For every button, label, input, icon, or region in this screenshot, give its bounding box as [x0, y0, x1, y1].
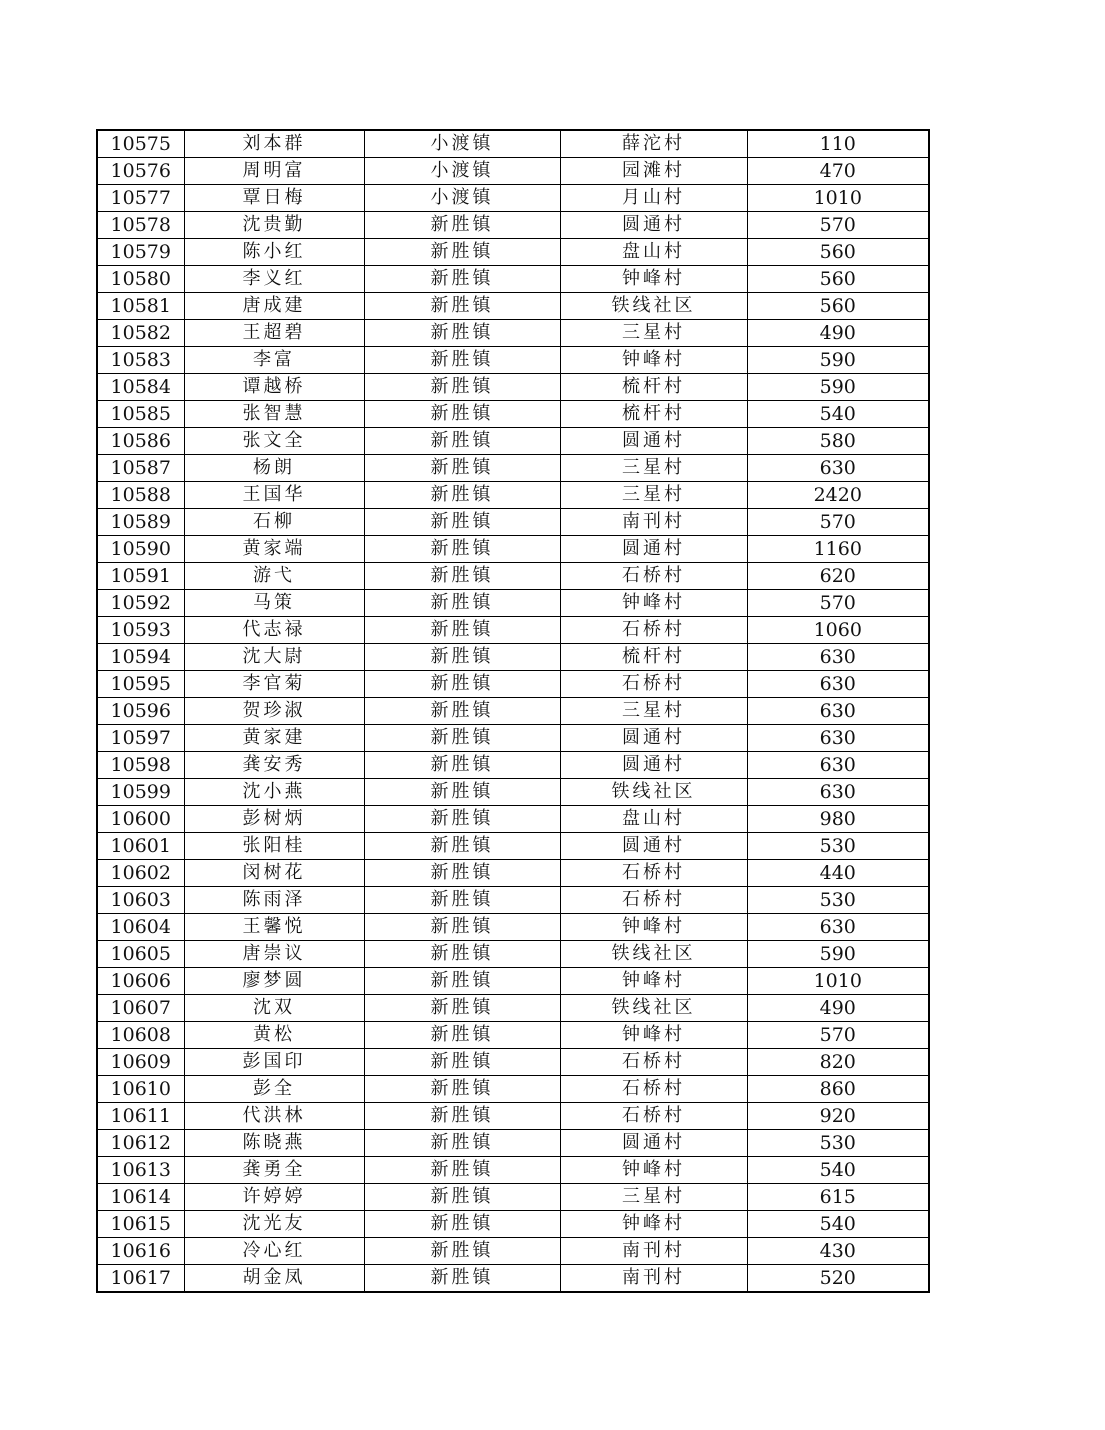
- cell-town: 新胜镇: [364, 833, 560, 860]
- cell-name: 唐崇议: [184, 941, 364, 968]
- cell-id: 10579: [97, 239, 184, 266]
- cell-name: 黄家建: [184, 725, 364, 752]
- cell-id: 10590: [97, 536, 184, 563]
- cell-amount: 560: [747, 293, 929, 320]
- table-row: [97, 212, 929, 239]
- cell-amount: 520: [747, 1265, 929, 1293]
- table-row: [97, 1076, 929, 1103]
- table-row: [97, 1211, 929, 1238]
- cell-village: 薛沱村: [560, 130, 747, 158]
- cell-name: 冷心红: [184, 1238, 364, 1265]
- cell-village: 钟峰村: [560, 266, 747, 293]
- cell-town: 新胜镇: [364, 428, 560, 455]
- cell-name: 代志禄: [184, 617, 364, 644]
- cell-town: 新胜镇: [364, 293, 560, 320]
- cell-town: 新胜镇: [364, 212, 560, 239]
- cell-town: 新胜镇: [364, 779, 560, 806]
- table-row: [97, 374, 929, 401]
- cell-town: 小渡镇: [364, 130, 560, 158]
- cell-village: 南刊村: [560, 1238, 747, 1265]
- cell-village: 梳杆村: [560, 401, 747, 428]
- cell-village: 钟峰村: [560, 1157, 747, 1184]
- cell-town: 新胜镇: [364, 590, 560, 617]
- table-row: [97, 590, 929, 617]
- cell-name: 许婷婷: [184, 1184, 364, 1211]
- table-row: [97, 1238, 929, 1265]
- cell-amount: 2420: [747, 482, 929, 509]
- cell-village: 石桥村: [560, 1076, 747, 1103]
- cell-id: 10598: [97, 752, 184, 779]
- cell-village: 石桥村: [560, 860, 747, 887]
- cell-village: 南刊村: [560, 509, 747, 536]
- cell-id: 10591: [97, 563, 184, 590]
- cell-name: 黄松: [184, 1022, 364, 1049]
- cell-name: 李义红: [184, 266, 364, 293]
- cell-village: 圆通村: [560, 752, 747, 779]
- cell-town: 新胜镇: [364, 266, 560, 293]
- cell-town: 新胜镇: [364, 401, 560, 428]
- cell-village: 三星村: [560, 482, 747, 509]
- cell-amount: 620: [747, 563, 929, 590]
- cell-id: 10593: [97, 617, 184, 644]
- cell-id: 10608: [97, 1022, 184, 1049]
- cell-name: 周明富: [184, 158, 364, 185]
- cell-town: 新胜镇: [364, 1076, 560, 1103]
- cell-name: 彭国印: [184, 1049, 364, 1076]
- cell-village: 园滩村: [560, 158, 747, 185]
- cell-id: 10576: [97, 158, 184, 185]
- cell-amount: 630: [747, 455, 929, 482]
- cell-town: 新胜镇: [364, 860, 560, 887]
- table-row: [97, 1130, 929, 1157]
- cell-name: 沈大尉: [184, 644, 364, 671]
- table-row: [97, 563, 929, 590]
- cell-name: 马策: [184, 590, 364, 617]
- cell-amount: 570: [747, 212, 929, 239]
- cell-amount: 490: [747, 995, 929, 1022]
- table-row: [97, 293, 929, 320]
- table-row: [97, 752, 929, 779]
- cell-amount: 430: [747, 1238, 929, 1265]
- cell-village: 钟峰村: [560, 914, 747, 941]
- cell-town: 新胜镇: [364, 347, 560, 374]
- cell-id: 10615: [97, 1211, 184, 1238]
- table-row: [97, 320, 929, 347]
- cell-town: 新胜镇: [364, 617, 560, 644]
- cell-village: 石桥村: [560, 887, 747, 914]
- cell-town: 新胜镇: [364, 752, 560, 779]
- cell-name: 沈小燕: [184, 779, 364, 806]
- cell-name: 闵树花: [184, 860, 364, 887]
- cell-town: 新胜镇: [364, 374, 560, 401]
- cell-id: 10614: [97, 1184, 184, 1211]
- cell-village: 圆通村: [560, 725, 747, 752]
- table-row: [97, 1157, 929, 1184]
- cell-id: 10601: [97, 833, 184, 860]
- cell-village: 铁线社区: [560, 779, 747, 806]
- cell-amount: 570: [747, 590, 929, 617]
- cell-name: 代洪林: [184, 1103, 364, 1130]
- cell-town: 新胜镇: [364, 536, 560, 563]
- cell-id: 10595: [97, 671, 184, 698]
- cell-name: 贺珍淑: [184, 698, 364, 725]
- cell-town: 小渡镇: [364, 158, 560, 185]
- cell-amount: 1060: [747, 617, 929, 644]
- cell-id: 10600: [97, 806, 184, 833]
- table-row: [97, 833, 929, 860]
- cell-village: 三星村: [560, 698, 747, 725]
- cell-name: 刘本群: [184, 130, 364, 158]
- cell-amount: 580: [747, 428, 929, 455]
- cell-id: 10596: [97, 698, 184, 725]
- table-row: [97, 509, 929, 536]
- cell-amount: 570: [747, 509, 929, 536]
- cell-village: 石桥村: [560, 1049, 747, 1076]
- cell-id: 10581: [97, 293, 184, 320]
- cell-village: 圆通村: [560, 536, 747, 563]
- cell-id: 10606: [97, 968, 184, 995]
- cell-town: 新胜镇: [364, 644, 560, 671]
- cell-village: 钟峰村: [560, 968, 747, 995]
- cell-name: 陈晓燕: [184, 1130, 364, 1157]
- table-row: [97, 185, 929, 212]
- table-row: [97, 1103, 929, 1130]
- cell-village: 盘山村: [560, 806, 747, 833]
- cell-village: 三星村: [560, 455, 747, 482]
- cell-amount: 820: [747, 1049, 929, 1076]
- cell-village: 梳杆村: [560, 644, 747, 671]
- cell-amount: 630: [747, 725, 929, 752]
- cell-name: 张文全: [184, 428, 364, 455]
- cell-name: 龚安秀: [184, 752, 364, 779]
- cell-name: 沈光友: [184, 1211, 364, 1238]
- cell-name: 王馨悦: [184, 914, 364, 941]
- cell-village: 石桥村: [560, 671, 747, 698]
- table-row: [97, 455, 929, 482]
- cell-amount: 615: [747, 1184, 929, 1211]
- cell-id: 10583: [97, 347, 184, 374]
- cell-amount: 920: [747, 1103, 929, 1130]
- cell-amount: 860: [747, 1076, 929, 1103]
- cell-town: 新胜镇: [364, 482, 560, 509]
- cell-id: 10617: [97, 1265, 184, 1293]
- cell-village: 铁线社区: [560, 995, 747, 1022]
- cell-name: 沈双: [184, 995, 364, 1022]
- table-row: [97, 725, 929, 752]
- cell-name: 覃日梅: [184, 185, 364, 212]
- cell-village: 石桥村: [560, 563, 747, 590]
- cell-name: 谭越桥: [184, 374, 364, 401]
- cell-name: 石柳: [184, 509, 364, 536]
- cell-town: 新胜镇: [364, 914, 560, 941]
- cell-name: 彭全: [184, 1076, 364, 1103]
- cell-id: 10589: [97, 509, 184, 536]
- cell-town: 新胜镇: [364, 563, 560, 590]
- cell-id: 10597: [97, 725, 184, 752]
- cell-id: 10610: [97, 1076, 184, 1103]
- cell-amount: 630: [747, 644, 929, 671]
- cell-amount: 530: [747, 887, 929, 914]
- cell-village: 圆通村: [560, 428, 747, 455]
- cell-town: 新胜镇: [364, 1049, 560, 1076]
- cell-name: 陈小红: [184, 239, 364, 266]
- cell-town: 新胜镇: [364, 941, 560, 968]
- cell-amount: 590: [747, 347, 929, 374]
- cell-name: 黄家端: [184, 536, 364, 563]
- cell-name: 龚勇全: [184, 1157, 364, 1184]
- cell-name: 彭树炳: [184, 806, 364, 833]
- cell-id: 10605: [97, 941, 184, 968]
- cell-amount: 570: [747, 1022, 929, 1049]
- table-row: [97, 401, 929, 428]
- cell-id: 10612: [97, 1130, 184, 1157]
- cell-town: 新胜镇: [364, 887, 560, 914]
- cell-id: 10584: [97, 374, 184, 401]
- table-row: [97, 671, 929, 698]
- cell-name: 杨朗: [184, 455, 364, 482]
- cell-village: 南刊村: [560, 1265, 747, 1293]
- table-row: [97, 1265, 929, 1293]
- cell-village: 圆通村: [560, 1130, 747, 1157]
- cell-town: 新胜镇: [364, 725, 560, 752]
- cell-amount: 1160: [747, 536, 929, 563]
- cell-town: 新胜镇: [364, 671, 560, 698]
- cell-village: 铁线社区: [560, 941, 747, 968]
- cell-id: 10604: [97, 914, 184, 941]
- cell-id: 10585: [97, 401, 184, 428]
- cell-town: 新胜镇: [364, 995, 560, 1022]
- cell-village: 盘山村: [560, 239, 747, 266]
- cell-amount: 530: [747, 1130, 929, 1157]
- cell-town: 新胜镇: [364, 1184, 560, 1211]
- cell-id: 10609: [97, 1049, 184, 1076]
- cell-town: 新胜镇: [364, 455, 560, 482]
- cell-village: 圆通村: [560, 833, 747, 860]
- cell-town: 新胜镇: [364, 320, 560, 347]
- table-row: [97, 914, 929, 941]
- cell-town: 新胜镇: [364, 1130, 560, 1157]
- cell-amount: 590: [747, 941, 929, 968]
- table-row: [97, 266, 929, 293]
- cell-id: 10587: [97, 455, 184, 482]
- cell-id: 10611: [97, 1103, 184, 1130]
- table-row: [97, 698, 929, 725]
- cell-town: 新胜镇: [364, 1265, 560, 1293]
- cell-amount: 560: [747, 239, 929, 266]
- cell-amount: 110: [747, 130, 929, 158]
- cell-amount: 540: [747, 1211, 929, 1238]
- table-row: [97, 806, 929, 833]
- cell-village: 梳杆村: [560, 374, 747, 401]
- cell-amount: 1010: [747, 968, 929, 995]
- cell-name: 李官菊: [184, 671, 364, 698]
- cell-town: 新胜镇: [364, 1157, 560, 1184]
- cell-name: 沈贵勤: [184, 212, 364, 239]
- cell-id: 10575: [97, 130, 184, 158]
- cell-amount: 440: [747, 860, 929, 887]
- cell-name: 李富: [184, 347, 364, 374]
- cell-amount: 630: [747, 752, 929, 779]
- cell-amount: 560: [747, 266, 929, 293]
- cell-id: 10592: [97, 590, 184, 617]
- cell-name: 张阳桂: [184, 833, 364, 860]
- cell-amount: 590: [747, 374, 929, 401]
- table-row: [97, 995, 929, 1022]
- cell-name: 王国华: [184, 482, 364, 509]
- cell-village: 三星村: [560, 320, 747, 347]
- cell-village: 钟峰村: [560, 1022, 747, 1049]
- cell-amount: 980: [747, 806, 929, 833]
- cell-name: 游弋: [184, 563, 364, 590]
- cell-village: 圆通村: [560, 212, 747, 239]
- records-table-body: [97, 130, 929, 1292]
- cell-id: 10578: [97, 212, 184, 239]
- cell-id: 10599: [97, 779, 184, 806]
- table-row: [97, 482, 929, 509]
- cell-name: 陈雨泽: [184, 887, 364, 914]
- records-table: [96, 129, 930, 1293]
- cell-town: 新胜镇: [364, 509, 560, 536]
- table-row: [97, 968, 929, 995]
- cell-amount: 630: [747, 914, 929, 941]
- table-row: [97, 158, 929, 185]
- cell-name: 王超碧: [184, 320, 364, 347]
- cell-village: 石桥村: [560, 617, 747, 644]
- cell-amount: 1010: [747, 185, 929, 212]
- cell-id: 10586: [97, 428, 184, 455]
- table-row: [97, 130, 929, 158]
- cell-town: 新胜镇: [364, 968, 560, 995]
- table-row: [97, 239, 929, 266]
- cell-amount: 630: [747, 698, 929, 725]
- cell-id: 10616: [97, 1238, 184, 1265]
- cell-id: 10580: [97, 266, 184, 293]
- cell-name: 唐成建: [184, 293, 364, 320]
- cell-id: 10603: [97, 887, 184, 914]
- cell-village: 钟峰村: [560, 590, 747, 617]
- cell-amount: 630: [747, 779, 929, 806]
- cell-amount: 540: [747, 401, 929, 428]
- cell-id: 10594: [97, 644, 184, 671]
- cell-name: 胡金凤: [184, 1265, 364, 1293]
- table-row: [97, 347, 929, 374]
- cell-town: 新胜镇: [364, 698, 560, 725]
- cell-id: 10613: [97, 1157, 184, 1184]
- table-row: [97, 941, 929, 968]
- cell-town: 新胜镇: [364, 239, 560, 266]
- cell-town: 新胜镇: [364, 806, 560, 833]
- cell-amount: 470: [747, 158, 929, 185]
- cell-name: 张智慧: [184, 401, 364, 428]
- cell-village: 钟峰村: [560, 347, 747, 374]
- cell-id: 10602: [97, 860, 184, 887]
- cell-village: 铁线社区: [560, 293, 747, 320]
- cell-town: 小渡镇: [364, 185, 560, 212]
- cell-amount: 630: [747, 671, 929, 698]
- cell-id: 10577: [97, 185, 184, 212]
- cell-amount: 540: [747, 1157, 929, 1184]
- cell-amount: 530: [747, 833, 929, 860]
- cell-town: 新胜镇: [364, 1211, 560, 1238]
- table-row: [97, 536, 929, 563]
- table-row: [97, 1049, 929, 1076]
- table-row: [97, 860, 929, 887]
- table-row: [97, 428, 929, 455]
- table-row: [97, 1022, 929, 1049]
- table-row: [97, 617, 929, 644]
- cell-village: 月山村: [560, 185, 747, 212]
- cell-town: 新胜镇: [364, 1238, 560, 1265]
- cell-town: 新胜镇: [364, 1103, 560, 1130]
- cell-id: 10607: [97, 995, 184, 1022]
- cell-town: 新胜镇: [364, 1022, 560, 1049]
- table-row: [97, 1184, 929, 1211]
- cell-village: 石桥村: [560, 1103, 747, 1130]
- table-row: [97, 779, 929, 806]
- table-row: [97, 887, 929, 914]
- cell-id: 10588: [97, 482, 184, 509]
- cell-village: 钟峰村: [560, 1211, 747, 1238]
- cell-village: 三星村: [560, 1184, 747, 1211]
- cell-id: 10582: [97, 320, 184, 347]
- table-row: [97, 644, 929, 671]
- cell-name: 廖梦圆: [184, 968, 364, 995]
- cell-amount: 490: [747, 320, 929, 347]
